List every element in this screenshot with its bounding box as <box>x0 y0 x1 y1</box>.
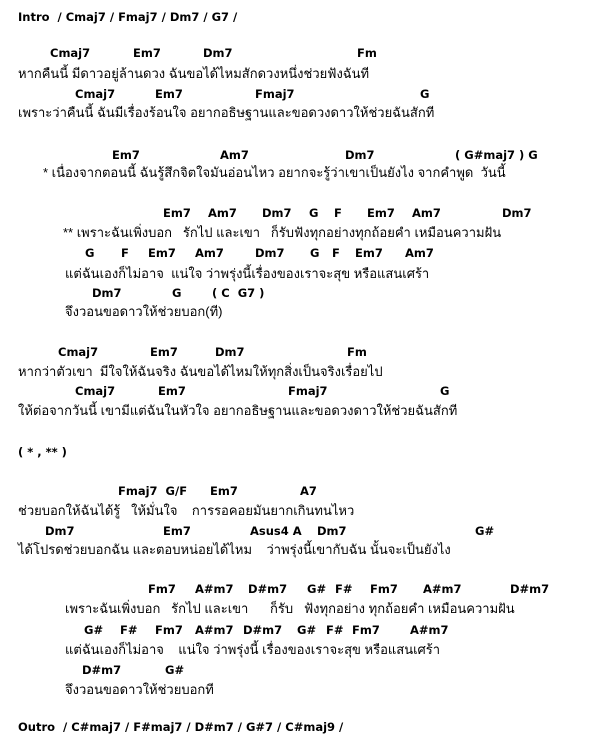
chord-label: Asus4 A <box>250 524 302 538</box>
chord-label: Fmaj7 <box>255 87 295 101</box>
chord-label: Em7 <box>163 524 191 538</box>
lyric-line: ได้โปรดช่วยบอกฉัน และตอบหน่อยได้ไหม ว่าพรุ่งนี้เขากับฉัน นั้นจะเป็นยังไง <box>18 542 451 557</box>
chord-label: Am7 <box>405 246 434 260</box>
chord-label: Dm7 <box>262 206 292 220</box>
chord-label: Dm7 <box>502 206 532 220</box>
chord-label: Am7 <box>195 246 224 260</box>
chord-label: Cmaj7 <box>50 46 91 60</box>
chord-label: G# <box>165 663 185 677</box>
chord-label: Em7 <box>155 87 183 101</box>
chord-label: Em7 <box>210 484 238 498</box>
chord-label: Dm7 <box>317 524 347 538</box>
repeat-line: ( * , ** ) <box>18 445 67 459</box>
lyric-line: ** เพราะฉันเพิ่งบอก รักไป และเขา ก็รับฟังทุกอย่างทุกถ้อยคำ เหมือนความฝัน <box>63 225 502 240</box>
lyric-line: แต่ฉันเองก็ไม่อาจ แน่ใจ ว่าพรุ่งนี้ เรื่องของเราจะสุข หรือแสนเศร้า <box>65 642 441 657</box>
chord-label: A#m7 <box>410 623 449 637</box>
chord-label: Am7 <box>220 148 249 162</box>
chord-label: A#m7 <box>423 582 462 596</box>
chord-label: Dm7 <box>45 524 75 538</box>
chord-label: F <box>121 246 129 260</box>
chord-label: G <box>440 384 450 398</box>
chord-label: Dm7 <box>215 345 245 359</box>
chord-label: Dm7 <box>345 148 375 162</box>
chord-label: G <box>420 87 430 101</box>
chord-label: Cmaj7 <box>58 345 99 359</box>
chord-label: Em7 <box>150 345 178 359</box>
chord-label: D#m7 <box>82 663 122 677</box>
chord-label: Dm7 <box>255 246 285 260</box>
lyric-line: เพราะว่าคืนนี้ ฉันมีเรื่องร้อนใจ อยากอธิษฐานและขอดวงดาวให้ช่วยฉันสักที <box>18 105 435 120</box>
chord-label: F# <box>335 582 353 596</box>
chord-label: D#m7 <box>248 582 288 596</box>
lyric-line: * เนื่องจากตอนนี้ ฉันรู้สึกจิตใจมันอ่อนไหว อยากจะรู้ว่าเขาเป็นยังไง จากคำพูด วันนี้ <box>43 165 506 180</box>
chord-label: ( C G7 ) <box>212 286 265 300</box>
chord-label: Em7 <box>158 384 186 398</box>
chord-label: Fm7 <box>148 582 176 596</box>
chord-label: Em7 <box>148 246 176 260</box>
chord-label: Am7 <box>208 206 237 220</box>
chord-label: F <box>334 206 342 220</box>
chord-label: Fm <box>357 46 377 60</box>
lyric-line: หากว่าตัวเขา มีใจให้ฉันจริง ฉันขอได้ไหมให้ทุกสิ่งเป็นจริงเรื่อยไป <box>18 364 383 379</box>
lyric-line: หากคืนนี้ มีดาวอยู่ล้านดวง ฉันขอได้ไหมสักดวงหนึ่งช่วยฟังฉันที <box>18 66 370 81</box>
chord-label: Dm7 <box>203 46 233 60</box>
lyric-line: จึงวอนขอดาวให้ช่วยบอกที <box>65 682 214 697</box>
outro-line: Outro / C#maj7 / F#maj7 / D#m7 / G#7 / C#maj9 / <box>18 720 344 734</box>
chord-label: G <box>309 206 319 220</box>
chord-label: Fm7 <box>352 623 380 637</box>
lyric-line: ช่วยบอกให้ฉันได้รู้ ให้มั่นใจ การรอคอยมันยากเกินทนไหว <box>18 503 355 518</box>
chord-label: Em7 <box>112 148 140 162</box>
chord-label: G# <box>475 524 495 538</box>
chord-label: G# <box>297 623 317 637</box>
intro-line: Intro / Cmaj7 / Fmaj7 / Dm7 / G7 / <box>18 10 238 24</box>
chord-label: F# <box>326 623 344 637</box>
chord-label: Em7 <box>163 206 191 220</box>
lyric-line: จึงวอนขอดาวให้ช่วยบอก(ที) <box>65 304 223 319</box>
chord-label: G# <box>84 623 104 637</box>
chord-label: Cmaj7 <box>75 87 116 101</box>
chord-label: G <box>85 246 95 260</box>
lyric-line: แต่ฉันเองก็ไม่อาจ แน่ใจ ว่าพรุ่งนี้เรื่องของเราจะสุข หรือแสนเศร้า <box>65 266 430 281</box>
chord-label: Fmaj7 G/F <box>118 484 188 498</box>
chord-label: F# <box>120 623 138 637</box>
chord-label: Fm7 <box>370 582 398 596</box>
chord-label: A7 <box>300 484 317 498</box>
chord-label: Em7 <box>133 46 161 60</box>
chord-label: D#m7 <box>510 582 550 596</box>
chord-label: A#m7 <box>195 582 234 596</box>
chord-label: ( G#maj7 ) G <box>455 148 538 162</box>
chord-label: A#m7 <box>195 623 234 637</box>
chord-label: Em7 <box>367 206 395 220</box>
lyric-line: ให้ต่อจากวันนี้ เขามีแต่ฉันในหัวใจ อยากอธิษฐานและขอดวงดาวให้ช่วยฉันสักที <box>18 403 458 418</box>
chord-label: Fmaj7 <box>288 384 328 398</box>
chord-label: G <box>310 246 320 260</box>
chord-label: D#m7 <box>243 623 283 637</box>
chord-label: Fm7 <box>155 623 183 637</box>
chord-label: Em7 <box>355 246 383 260</box>
chord-label: Fm <box>347 345 367 359</box>
chord-label: Cmaj7 <box>75 384 116 398</box>
lyric-line: เพราะฉันเพิ่งบอก รักไป และเขา ก็รับ ฟังทุกอย่าง ทุกถ้อยคำ เหมือนความฝัน <box>65 601 515 616</box>
chord-label: Dm7 <box>92 286 122 300</box>
chord-label: G <box>172 286 182 300</box>
chord-label: G# <box>307 582 327 596</box>
chord-label: F <box>332 246 340 260</box>
chord-label: Am7 <box>412 206 441 220</box>
